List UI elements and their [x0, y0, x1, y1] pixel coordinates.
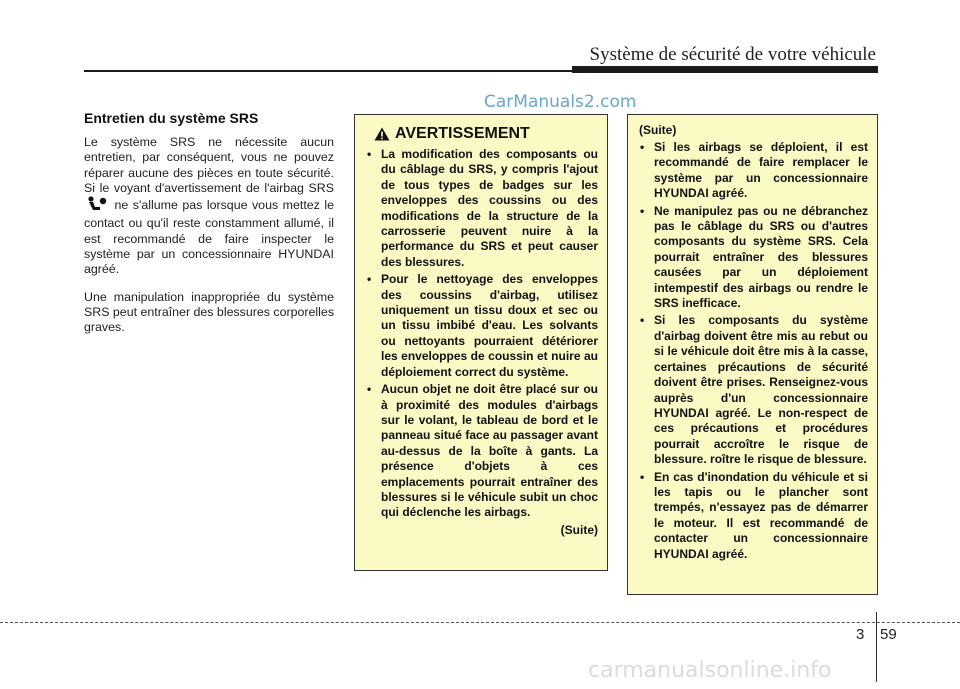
- list-item: • Pour le nettoyage des enveloppes des coussins d'airbag, utilisez uniquement un tissu doux et sec ou un tissu imbibé d'eau. Les solvants ou nettoyants pourraient détériorer les enveloppes de coussin et nuire au déploiement correct du système.: [364, 272, 598, 380]
- paragraph-warning: Une manipulation inappropriée du système SRS peut entraîner des blessures corporelles graves.: [84, 289, 335, 335]
- airbag-warning-icon: [86, 196, 108, 216]
- section-heading: Entretien du système SRS: [84, 110, 259, 126]
- list-item: • En cas d'inondation du véhicule et si les tapis ou le plancher sont trempés, n'essayez pas de démarrer le moteur. Il est recommandé de contacter un concessionnaire HYUNDAI agréé.: [637, 470, 868, 562]
- continued-label: (Suite): [560, 522, 598, 537]
- list-item: • Si les composants du système d'airbag doivent être mis au rebut ou si le véhicule doit être mis à la casse, certaines précautions de sécurité doivent être prises. Renseignez-vous auprès d'un concessionnaire HYUNDAI agréé. Le non-respect de ces précautions et procédures pourrait accroître le risque de blessure. roître le risque de blessure.: [637, 313, 868, 467]
- header-rule-bar: [572, 66, 878, 73]
- paragraph-text: Le système SRS ne nécessite aucun entretien, par conséquent, vous ne pouvez réparer aucune des pièces en toute sécurité. Si le voyant d'avertissement de l'airbag SRS: [84, 135, 334, 195]
- header-rule: [84, 70, 584, 72]
- continued-header: (Suite): [639, 123, 677, 137]
- footer-rule: [0, 622, 960, 623]
- warning-box: [354, 114, 608, 571]
- footer-divider: [876, 612, 877, 682]
- list-item: • Ne manipulez pas ou ne débranchez pas le câblage du SRS ou d'autres composants du système SRS. Cela pourrait entraîner des blessures causées par un déploiement intempestif des airbags ou rendre le SRS inefficace.: [637, 204, 868, 312]
- list-item: • Aucun objet ne doit être placé sur ou à proximité des modules d'airbags sur le volant, le tableau de bord et le panneau situé face au passager avant au-dessus de la boîte à gants. La présence d'objets à ces emplacements pourrait entraîner des blessures si le véhicule subit un choc qui déclenche les airbags.: [364, 382, 598, 521]
- watermark-bottom[interactable]: carmanualsonline.info: [588, 658, 832, 683]
- warning-list: [364, 147, 598, 521]
- list-item: • Si les airbags se déploient, il est recommandé de faire remplacer le système par un concessionnaire HYUNDAI agréé.: [637, 140, 868, 202]
- warning-triangle-icon: [374, 127, 390, 141]
- chapter-number: 3: [856, 626, 865, 643]
- paragraph-text: ne s'allume pas lorsque vous mettez le contact ou qu'il reste constamment allumé, il est recommandé de faire inspecter le système par un concessionnaire HYUNDAI agréé.: [84, 198, 334, 277]
- warning-list-continued: [637, 140, 868, 562]
- warning-box-continued: [627, 114, 878, 595]
- page-number: 59: [880, 626, 897, 643]
- warning-title-text: AVERTISSEMENT: [395, 125, 530, 142]
- left-column: [84, 110, 334, 348]
- list-item: • La modification des composants ou du câblage du SRS, y compris l'ajout de tous types de badges sur les enveloppes des coussins ou des modifications de la structure de la carrosserie peuvent nuire à la performance du SRS et peut causer des blessures.: [364, 147, 598, 270]
- watermark-top[interactable]: CarManuals2.com: [484, 92, 637, 112]
- paragraph-srs-maintenance: [84, 135, 334, 278]
- warning-title: [374, 125, 598, 143]
- header-title: Système de sécurité de votre véhicule: [589, 44, 876, 65]
